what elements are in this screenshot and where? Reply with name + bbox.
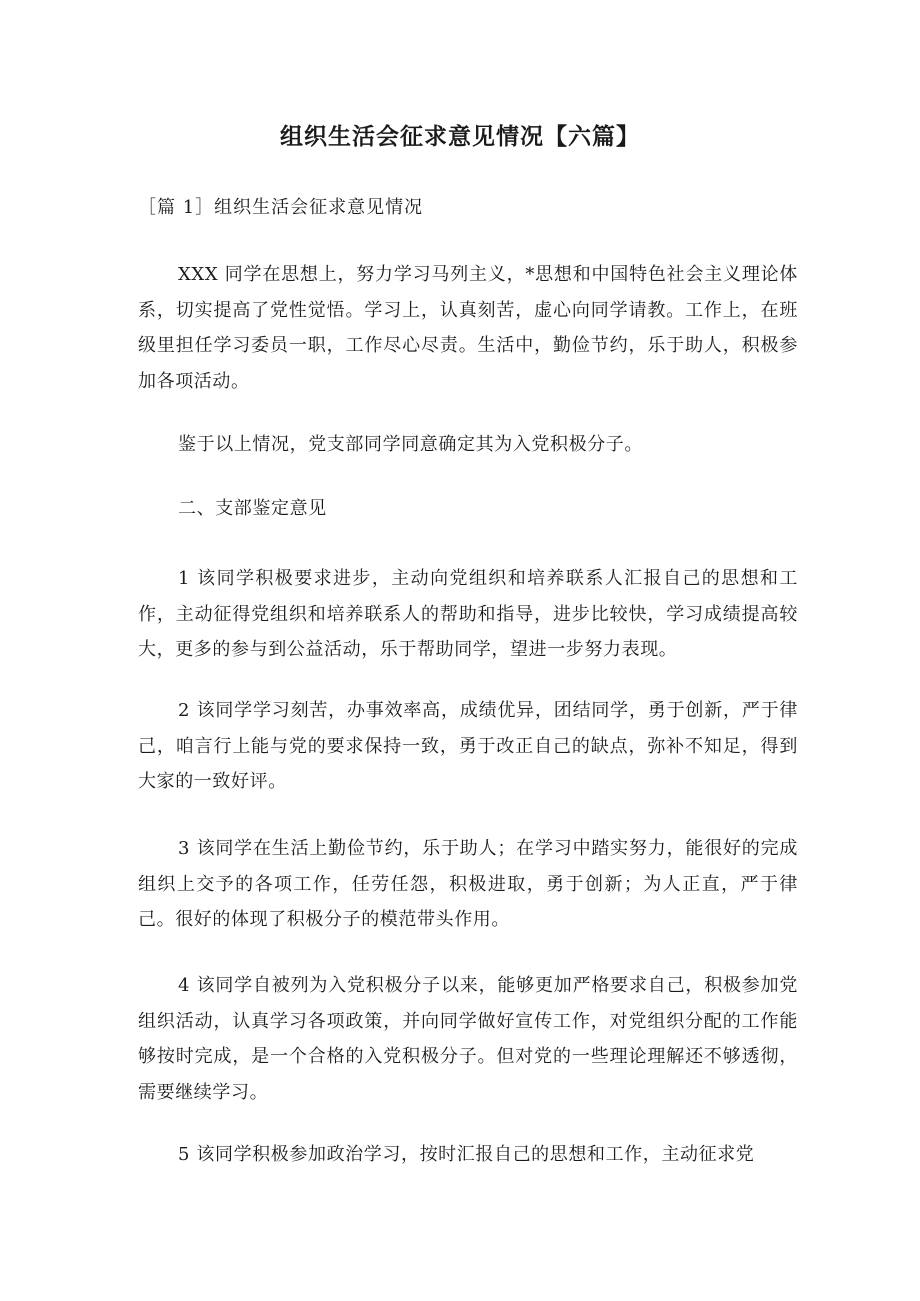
subheading-branch-opinion: 二、支部鉴定意见 [178, 498, 327, 519]
paragraph-2: 鉴于以上情况，党支部同学同意确定其为入党积极分子。 [178, 434, 643, 455]
paragraph-item-5: 5 该同学积极参加政治学习，按时汇报自己的思想和工作，主动征求党 [178, 1144, 755, 1165]
paragraph-item-1: 1 该同学积极要求进步，主动向党组织和培养联系人汇报自己的思想和工作，主动征得党组织和培养联系人的帮助和指导，进步比较快，学习成绩提高较大，更多的参与到公益活动，乐于帮助同学，望进一步努力表现。 [138, 568, 798, 660]
paragraph-1: XXX 同学在思想上，努力学习马列主义，*思想和中国特色社会主义理论体系，切实提高了党性觉悟。学习上，认真刻苦，虚心向同学请教。工作上，在班级里担任学习委员一职，工作尽心尽责。生活中，勤俭节约，乐于助人，积极参加各项活动。 [138, 264, 798, 392]
paragraph-item-3: 3 该同学在生活上勤俭节约，乐于助人；在学习中踏实努力，能很好的完成组织上交予的各项工作，任劳任怨，积极进取，勇于创新；为人正直，严于律己。很好的体现了积极分子的模范带头作用。 [138, 838, 798, 930]
paragraph-item-4: 4 该同学自被列为入党积极分子以来，能够更加严格要求自己，积极参加党组织活动，认真学习各项政策，并向同学做好宣传工作，对党组织分配的工作能够按时完成，是一个合格的入党积极分子。但对党的一些理论理解还不够透彻，需要继续学习。 [138, 975, 798, 1103]
section-heading: ［篇 1］组织生活会征求意见情况 [138, 197, 424, 218]
paragraph-item-2: 2 该同学学习刻苦，办事效率高，成绩优异，团结同学，勇于创新，严于律己，咱言行上能与党的要求保持一致，勇于改正自己的缺点，弥补不知足，得到大家的一致好评。 [138, 700, 798, 792]
document-title: 组织生活会征求意见情况【六篇】 [280, 124, 640, 150]
